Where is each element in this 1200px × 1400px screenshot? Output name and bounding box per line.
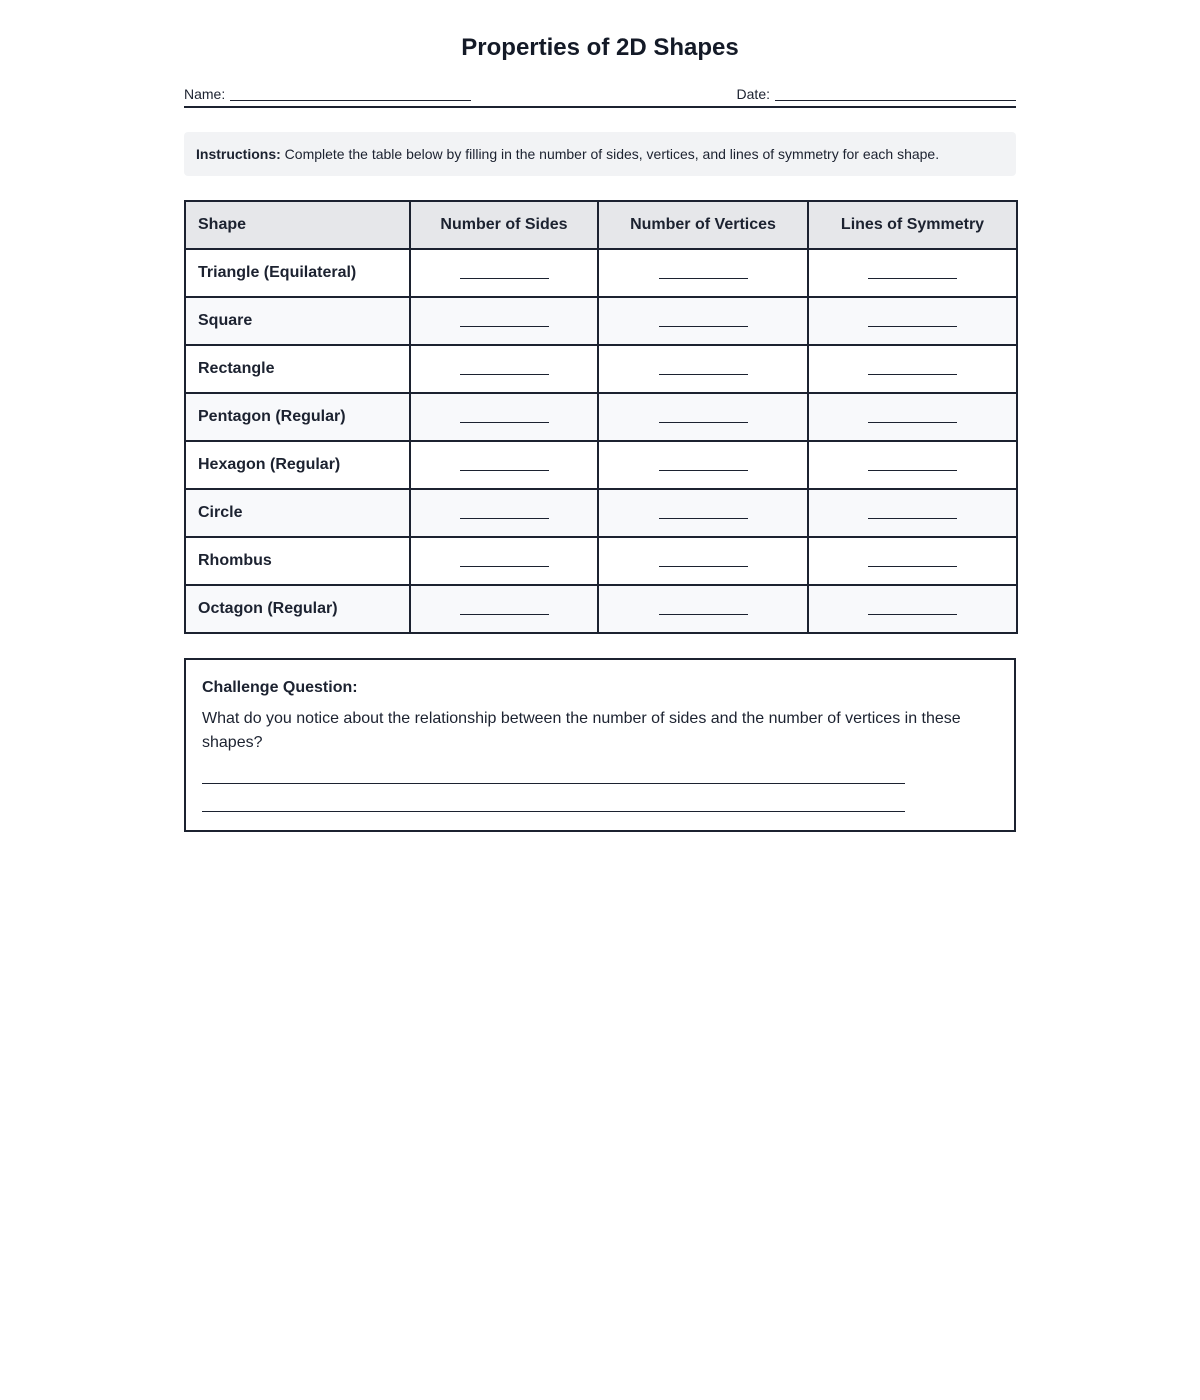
symmetry-answer-blank[interactable] — [868, 410, 957, 423]
vertices-answer-blank[interactable] — [659, 410, 748, 423]
table-row — [185, 489, 1017, 537]
vertices-cell — [598, 441, 808, 489]
answer-line-2[interactable] — [202, 810, 905, 812]
symmetry-cell — [808, 537, 1017, 585]
table-row — [185, 585, 1017, 633]
vertices-cell — [598, 249, 808, 297]
table-row — [185, 393, 1017, 441]
table-row — [185, 249, 1017, 297]
symmetry-cell — [808, 393, 1017, 441]
vertices-answer-blank[interactable] — [659, 506, 748, 519]
vertices-cell — [598, 297, 808, 345]
sides-answer-blank[interactable] — [460, 554, 549, 567]
table-row — [185, 345, 1017, 393]
sides-answer-blank[interactable] — [460, 266, 549, 279]
symmetry-cell — [808, 489, 1017, 537]
shape-name-cell: Rhombus — [185, 537, 410, 585]
date-label: Date: — [736, 86, 770, 102]
sides-cell — [410, 489, 598, 537]
header-vertices: Number of Vertices — [598, 201, 808, 249]
vertices-cell — [598, 585, 808, 633]
challenge-question: What do you notice about the relationship between the number of sides and the number of vertices in these shapes? — [202, 710, 961, 751]
shape-name-cell: Hexagon (Regular) — [185, 441, 410, 489]
shape-name-cell: Pentagon (Regular) — [185, 393, 410, 441]
symmetry-answer-blank[interactable] — [868, 266, 957, 279]
name-field — [184, 86, 471, 102]
sides-cell — [410, 249, 598, 297]
symmetry-answer-blank[interactable] — [868, 362, 957, 375]
vertices-cell — [598, 393, 808, 441]
date-field — [737, 86, 1016, 102]
symmetry-cell — [808, 441, 1017, 489]
table-header-row — [185, 201, 1017, 249]
vertices-cell — [598, 489, 808, 537]
header-sides: Number of Sides — [410, 201, 598, 249]
sides-answer-blank[interactable] — [460, 602, 549, 615]
symmetry-answer-blank[interactable] — [868, 314, 957, 327]
symmetry-cell — [808, 345, 1017, 393]
shape-name-cell: Triangle (Equilateral) — [185, 249, 410, 297]
name-label: Name: — [184, 86, 226, 102]
shape-name-cell: Square — [185, 297, 410, 345]
shape-name-cell: Octagon (Regular) — [185, 585, 410, 633]
table-row — [185, 297, 1017, 345]
sides-answer-blank[interactable] — [460, 362, 549, 375]
page-title: Properties of 2D Shapes — [461, 34, 739, 61]
challenge-title: Challenge Question: — [202, 679, 358, 696]
sides-answer-blank[interactable] — [460, 506, 549, 519]
sides-cell — [410, 393, 598, 441]
table-body — [185, 249, 1017, 633]
table-row — [185, 441, 1017, 489]
symmetry-cell — [808, 585, 1017, 633]
vertices-answer-blank[interactable] — [659, 554, 748, 567]
vertices-cell — [598, 537, 808, 585]
sides-answer-blank[interactable] — [460, 458, 549, 471]
symmetry-cell — [808, 297, 1017, 345]
challenge-box — [184, 658, 1016, 832]
symmetry-answer-blank[interactable] — [868, 554, 957, 567]
shapes-table — [184, 200, 1018, 634]
vertices-answer-blank[interactable] — [659, 266, 748, 279]
table-row — [185, 537, 1017, 585]
vertices-answer-blank[interactable] — [659, 314, 748, 327]
sides-cell — [410, 537, 598, 585]
symmetry-answer-blank[interactable] — [868, 506, 957, 519]
header-symmetry: Lines of Symmetry — [808, 201, 1017, 249]
instructions-box — [184, 132, 1016, 176]
name-input-line[interactable] — [230, 86, 471, 101]
instructions-label: Instructions: — [196, 146, 281, 162]
shape-name-cell: Rectangle — [185, 345, 410, 393]
instructions-text: Complete the table below by filling in the number of sides, vertices, and lines of symmetry for each shape. — [284, 146, 940, 162]
vertices-answer-blank[interactable] — [659, 362, 748, 375]
symmetry-cell — [808, 249, 1017, 297]
worksheet-page — [184, 0, 1016, 832]
header-shape: Shape — [185, 201, 410, 249]
symmetry-answer-blank[interactable] — [868, 602, 957, 615]
header-row — [184, 80, 1016, 108]
sides-cell — [410, 297, 598, 345]
sides-answer-blank[interactable] — [460, 410, 549, 423]
sides-answer-blank[interactable] — [460, 314, 549, 327]
vertices-answer-blank[interactable] — [659, 458, 748, 471]
answer-line-1[interactable] — [202, 782, 905, 784]
sides-cell — [410, 441, 598, 489]
symmetry-answer-blank[interactable] — [868, 458, 957, 471]
vertices-answer-blank[interactable] — [659, 602, 748, 615]
sides-cell — [410, 585, 598, 633]
date-input-line[interactable] — [775, 86, 1016, 101]
vertices-cell — [598, 345, 808, 393]
sides-cell — [410, 345, 598, 393]
shape-name-cell: Circle — [185, 489, 410, 537]
